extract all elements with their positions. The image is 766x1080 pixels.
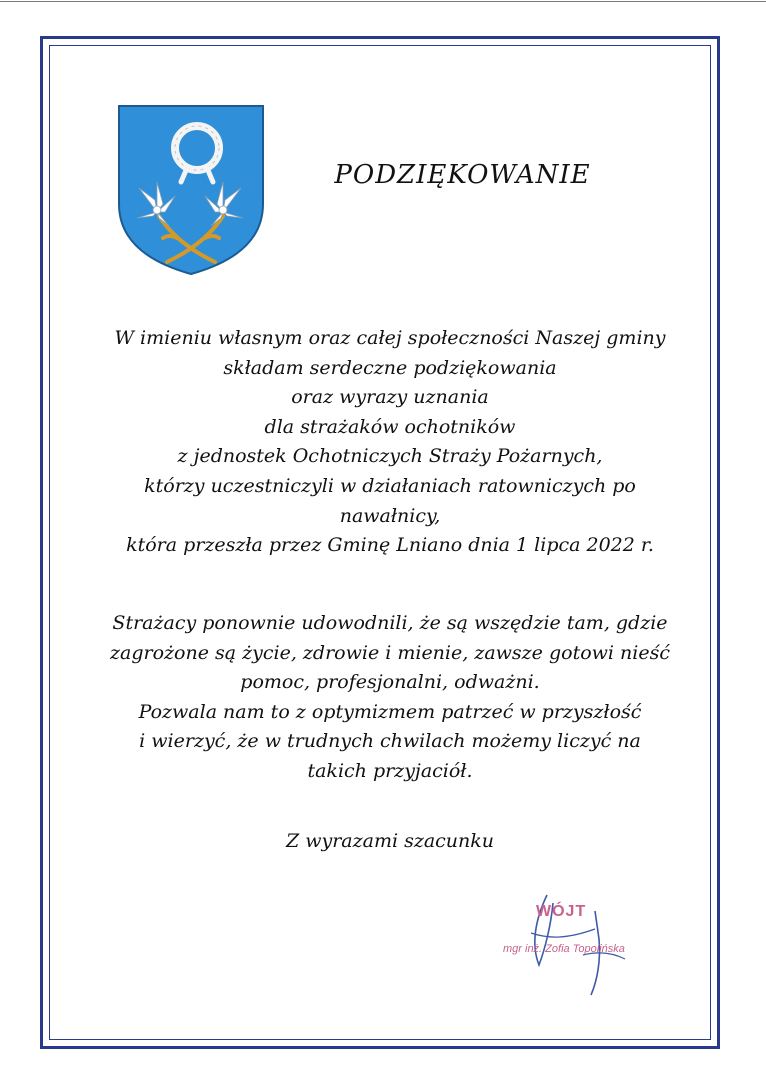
text-line: pomoc, profesjonalni, odważni. (240, 671, 540, 694)
page-title: PODZIĘKOWANIE (334, 160, 591, 190)
stamp-role: WÓJT (536, 903, 587, 920)
scan-edge-line (0, 1, 766, 2)
coat-of-arms (117, 104, 265, 276)
text-line: składam serdeczne podziękowania (223, 356, 557, 379)
text-line: która przeszła przez Gminę Lniano dnia 1 lipca 2022 r. (126, 534, 654, 557)
stamp-name: mgr inż. Zofia Topolińska (503, 943, 625, 955)
text-line: Pozwala nam to z optymizmem patrzeć w przyszłość (138, 700, 642, 723)
paragraph-firefighters (80, 609, 700, 787)
text-line: zagrożone są życie, zdrowie i mienie, zawsze gotowi nieść (110, 641, 670, 664)
text-line: którzy uczestniczyli w działaniach ratowniczych po (144, 474, 636, 497)
signature-icon (495, 865, 655, 1010)
text-line: Strażacy ponownie udowodnili, że są wszędzie tam, gdzie (112, 612, 668, 634)
text-line: dla strażaków ochotników (264, 415, 516, 438)
text-line: takich przyjaciół. (307, 759, 473, 782)
text-line: nawałnicy, (339, 504, 441, 527)
text-line: i wierzyć, że w trudnych chwilach możemy liczyć na (139, 730, 641, 753)
closing-line: Z wyrazami szacunku (285, 830, 495, 852)
text-line: oraz wyrazy uznania (291, 386, 489, 409)
paragraph-thanks (80, 324, 700, 561)
text-line: W imieniu własnym oraz całej społeczności Naszej gminy (114, 327, 666, 349)
text-line: z jednostek Ochotniczych Straży Pożarnych, (177, 445, 603, 468)
